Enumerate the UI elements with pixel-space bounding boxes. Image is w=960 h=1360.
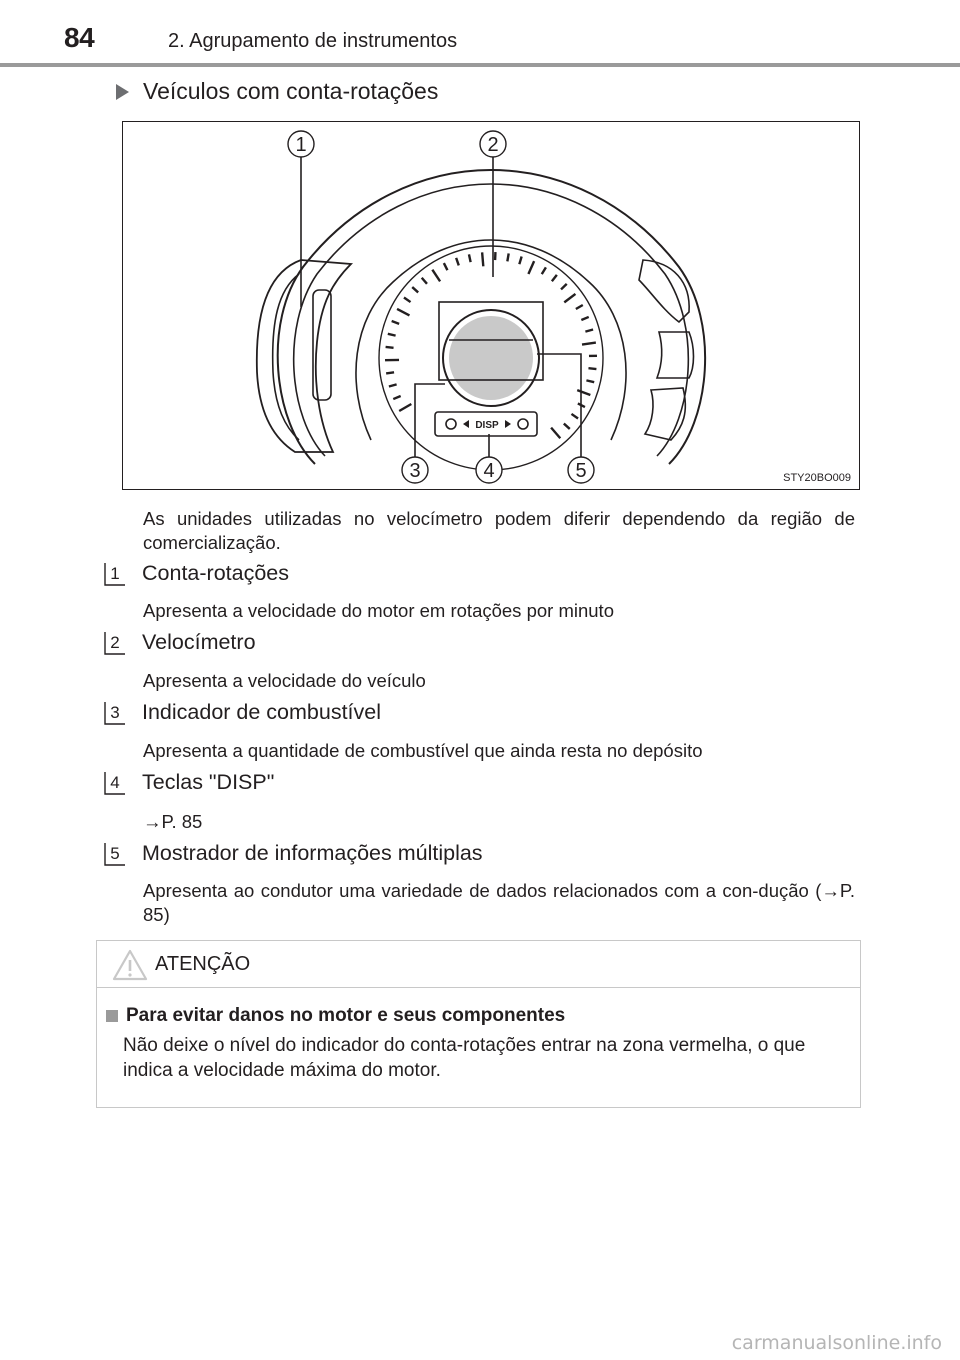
speedometer-tick xyxy=(578,403,585,407)
speedometer-tick xyxy=(397,309,409,315)
page-header xyxy=(0,0,960,70)
speedometer-tick xyxy=(399,404,411,411)
speedometer-tick xyxy=(388,334,396,336)
item-heading-5 xyxy=(104,841,483,866)
subheading-text: Veículos com conta-rotações xyxy=(143,78,439,104)
speedometer-tick xyxy=(528,261,534,274)
speedometer-tick xyxy=(552,275,557,281)
item-title-3: Indicador de combustível xyxy=(142,700,382,724)
warning-title: ATENÇÃO xyxy=(155,953,251,975)
warning-header xyxy=(97,941,860,988)
item-description-2: Apresenta a velocidade do veículo xyxy=(143,670,426,691)
item-heading-1 xyxy=(104,561,289,586)
item-description-5: Apresenta ao condutor uma variedade de dados relacionados com a con-dução (→P. 85) xyxy=(143,880,855,925)
disp-label: DISP xyxy=(475,420,499,431)
speedometer-tick xyxy=(444,263,448,270)
header-divider xyxy=(0,63,960,67)
speedometer-tick xyxy=(586,380,594,382)
warning-box xyxy=(96,940,861,1108)
speedometer-tick xyxy=(507,253,508,261)
page-number: 84 xyxy=(64,22,95,53)
speedometer-tick xyxy=(577,390,590,395)
speedometer-tick xyxy=(386,347,394,348)
item-title-4: Teclas "DISP" xyxy=(142,770,275,794)
speedometer-tick xyxy=(564,294,575,302)
speedometer-tick xyxy=(542,267,546,274)
item-number-2: 2 xyxy=(104,631,126,655)
speedometer-tick xyxy=(551,428,560,439)
item-number-3: 3 xyxy=(104,701,126,725)
item-number-1: 1 xyxy=(104,562,126,586)
callout-2: 2 xyxy=(487,134,499,156)
callout-1: 1 xyxy=(295,134,307,156)
callout-5: 5 xyxy=(575,460,587,482)
speedometer-tick xyxy=(519,257,521,265)
instrument-cluster-illustration xyxy=(123,122,860,490)
speedometer-tick xyxy=(386,372,394,373)
speedometer-tick xyxy=(588,368,596,369)
instrument-cluster-figure xyxy=(122,121,860,490)
speedometer-tick xyxy=(432,270,440,282)
figure-code: STY20BO009 xyxy=(783,472,851,484)
footer-watermark: carmanualsonline.info xyxy=(731,1332,942,1354)
speedometer-tick xyxy=(404,298,411,303)
item-description-4: →P. 85 xyxy=(143,811,203,832)
item-title-2: Velocímetro xyxy=(142,630,256,654)
subheading xyxy=(102,78,438,105)
speedometer-tick xyxy=(585,329,593,331)
warning-triangle-icon xyxy=(112,949,148,981)
speedometer-tick xyxy=(482,252,483,266)
speedometer-tick xyxy=(561,284,567,290)
speedometer-tick xyxy=(412,287,418,292)
callout-4: 4 xyxy=(483,460,495,482)
item-description-1: Apresenta a velocidade do motor em rotações por minuto xyxy=(143,600,614,621)
speedometer-tick xyxy=(469,254,471,262)
item-number-4: 4 xyxy=(104,771,126,795)
warning-text: Não deixe o nível do indicador do conta-rotações entrar na zona vermelha, o que indica a velocidade máxima do motor. xyxy=(123,1035,806,1081)
speedometer-tick xyxy=(393,396,400,399)
intro-paragraph: As unidades utilizadas no velocímetro podem diferir dependendo da região de comercialização. xyxy=(143,508,855,553)
item-title-5: Mostrador de informações múltiplas xyxy=(142,841,483,865)
item-description-3: Apresenta a quantidade de combustível que ainda resta no depósito xyxy=(143,740,703,761)
speedometer-tick xyxy=(582,343,596,345)
triangle-bullet-icon xyxy=(116,84,129,100)
speedometer-tick xyxy=(571,414,578,419)
item-title-1: Conta-rotações xyxy=(142,561,289,585)
speedometer-tick xyxy=(392,321,399,324)
warning-subtitle-text: Para evitar danos no motor e seus componentes xyxy=(126,1005,566,1026)
speedometer-tick xyxy=(422,278,427,284)
speedometer-tick xyxy=(576,305,583,309)
speedometer-tick xyxy=(389,384,397,386)
speedometer-tick xyxy=(581,317,588,320)
item-heading-2 xyxy=(104,630,256,655)
item-heading-4 xyxy=(104,770,274,795)
item-heading-3 xyxy=(104,700,381,725)
callout-3: 3 xyxy=(409,460,421,482)
item-number-5: 5 xyxy=(104,842,126,866)
square-bullet-icon xyxy=(106,1010,118,1022)
warning-subtitle xyxy=(106,1005,565,1027)
speedometer-tick xyxy=(564,424,570,429)
speedometer-tick xyxy=(456,258,459,266)
section-title: 2. Agrupamento de instrumentos xyxy=(168,30,458,52)
